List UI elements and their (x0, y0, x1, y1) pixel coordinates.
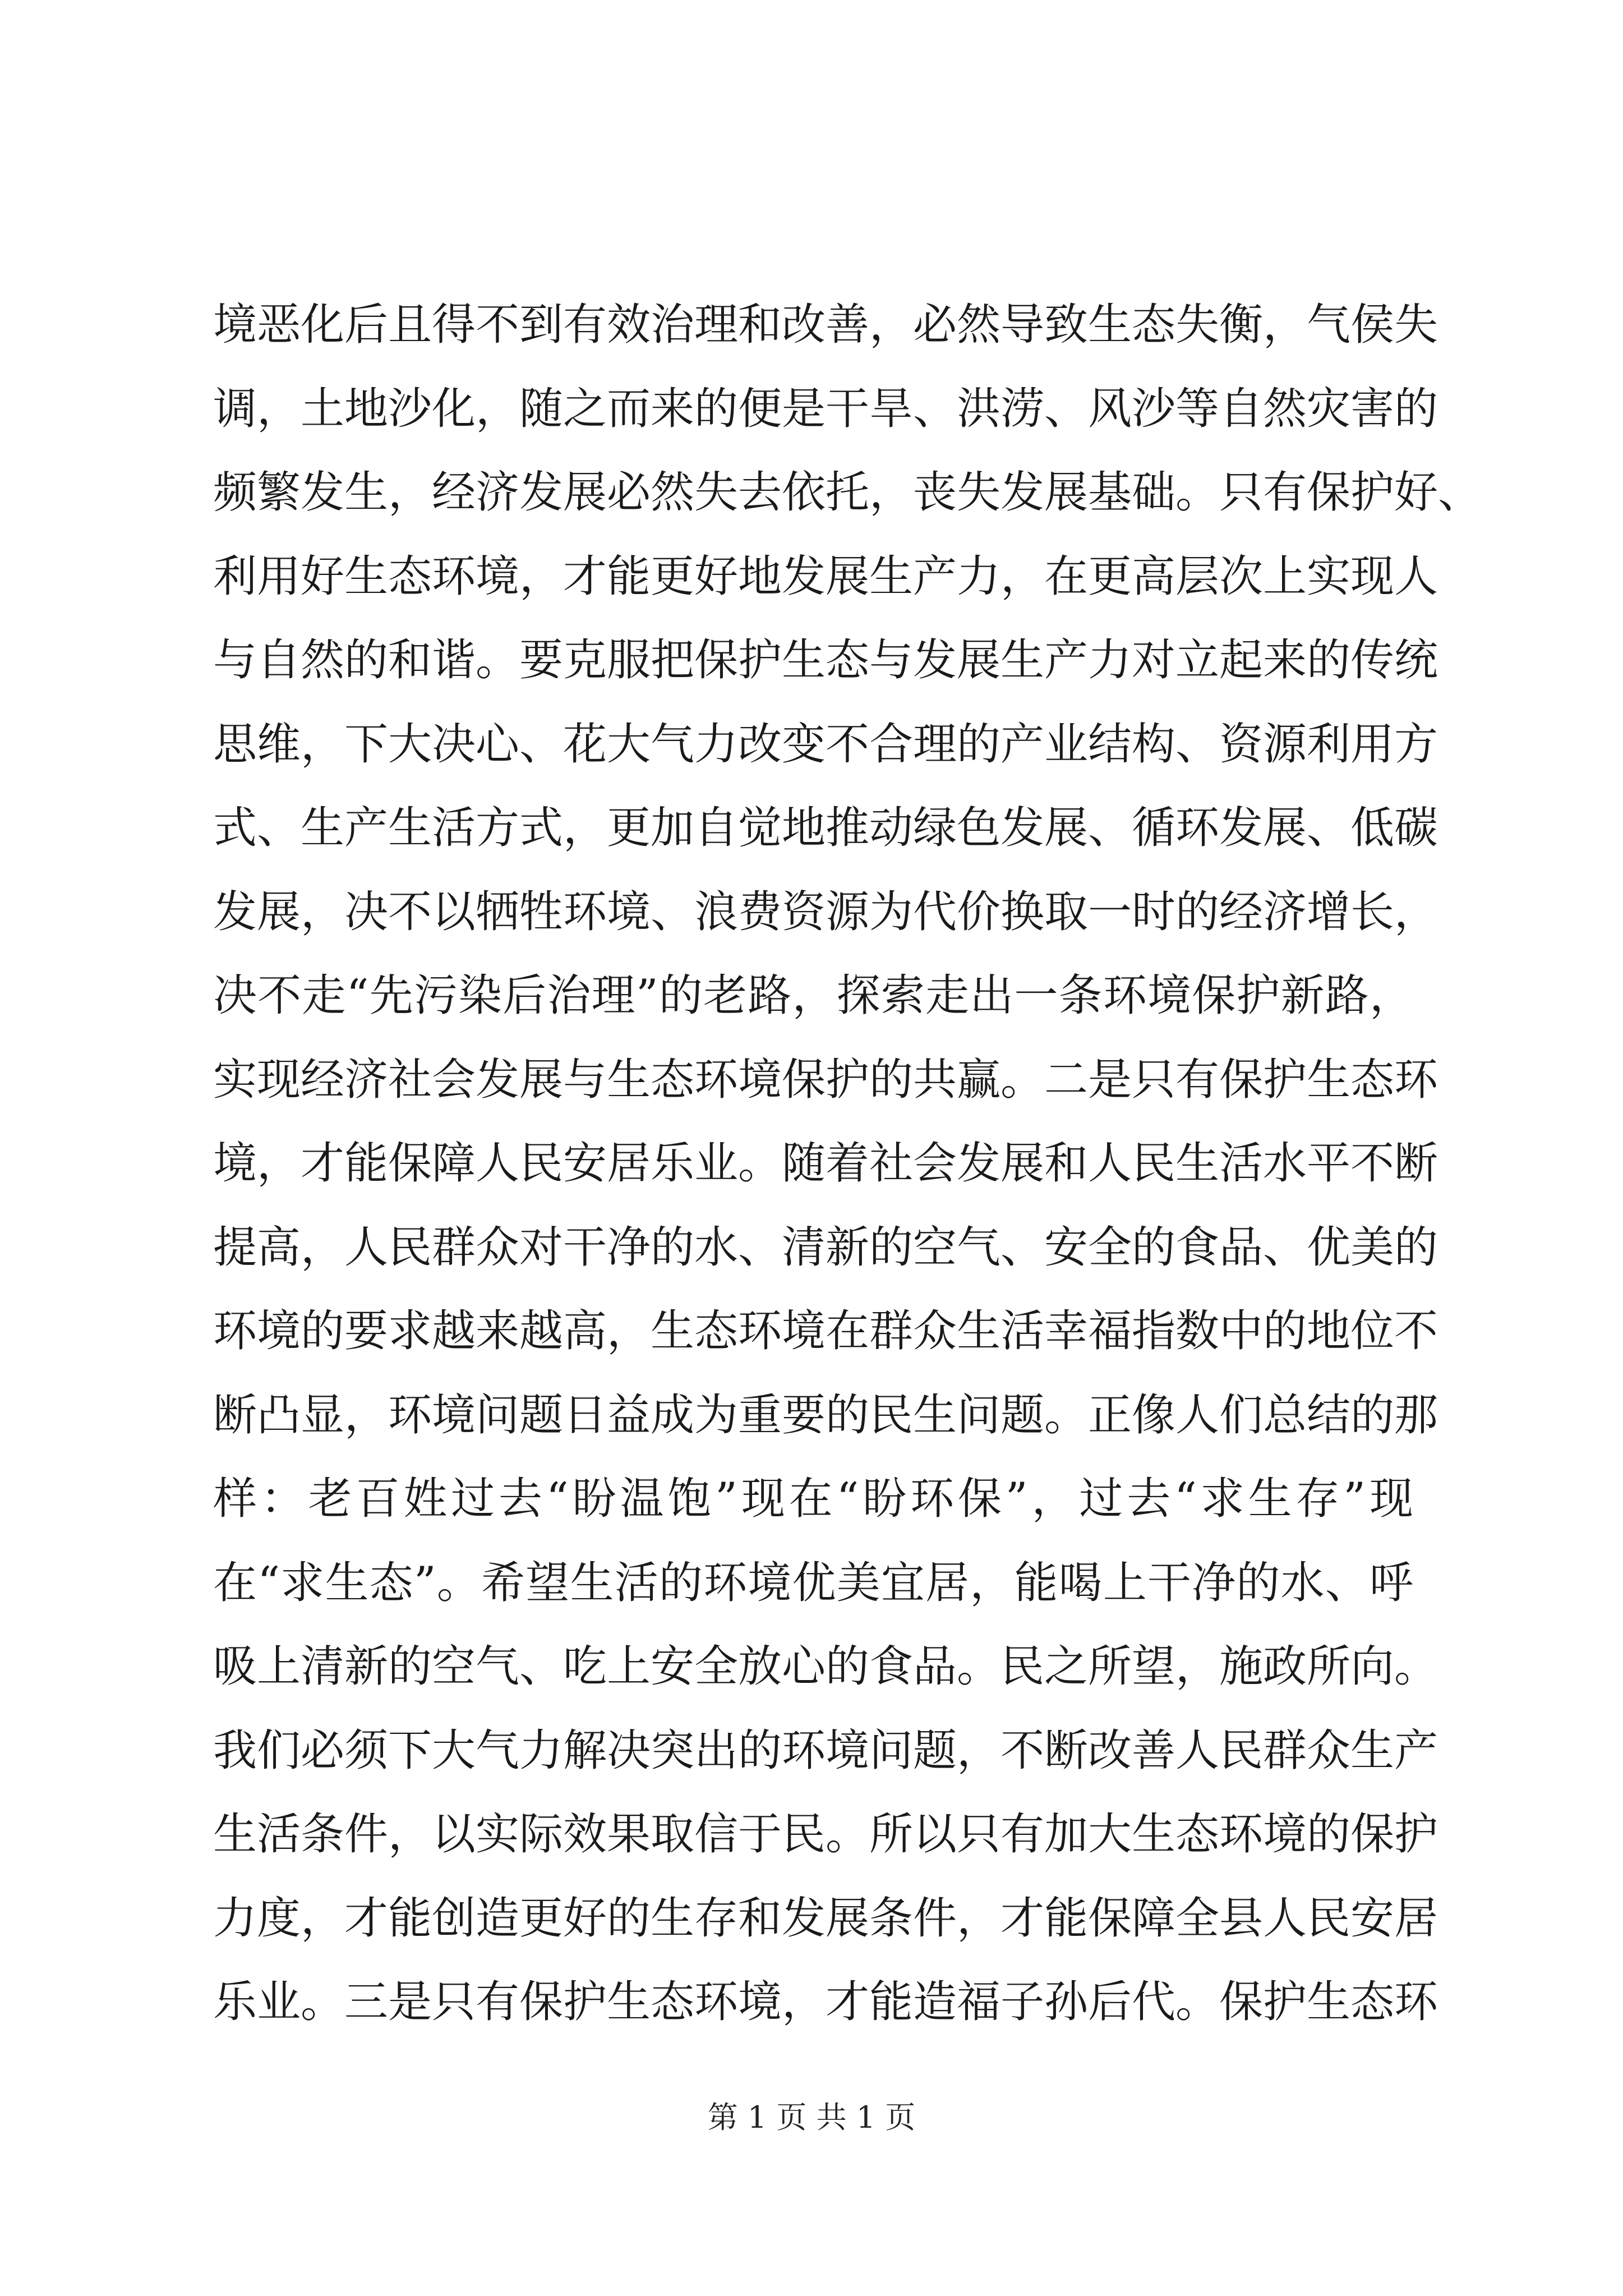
text-line: 思维，下大决心、花大气力改变不合理的产业结构、资源利用方 (213, 719, 1438, 770)
text-line: 利用好生态环境，才能更好地发展生产力，在更高层次上实现人 (213, 551, 1438, 602)
text-line: 式、生产生活方式，更加自觉地推动绿色发展、循环发展、低碳 (213, 803, 1438, 853)
text-line: 吸上清新的空气、吃上安全放心的食品。民之所望，施政所向。 (213, 1641, 1438, 1692)
text-line: 决不走“先污染后治理”的老路，探索走出一条环境保护新路， (213, 970, 1413, 1021)
text-line: 实现经济社会发展与生态环境保护的共赢。二是只有保护生态环 (213, 1054, 1438, 1105)
text-line: 发展，决不以牺牲环境、浪费资源为代价换取一时的经济增长， (213, 886, 1438, 937)
text-line: 频繁发生，经济发展必然失去依托，丧失发展基础。只有保护好、 (213, 467, 1482, 518)
text-line: 样：老百姓过去“盼温饱”现在“盼环保”，过去“求生存”现 (213, 1474, 1413, 1524)
page-number-footer: 第 1 页 共 1 页 (707, 2100, 916, 2135)
text-line: 环境的要求越来越高，生态环境在群众生活幸福指数中的地位不 (213, 1306, 1438, 1356)
text-line: 乐业。三是只有保护生态环境，才能造福子孙后代。保护生态环 (213, 1977, 1438, 2027)
text-line: 境，才能保障人民安居乐业。随着社会发展和人民生活水平不断 (213, 1138, 1438, 1189)
body-text (213, 283, 1482, 2045)
text-line: 提高，人民群众对干净的水、清新的空气、安全的食品、优美的 (213, 1222, 1438, 1273)
text-line: 境恶化后且得不到有效治理和改善，必然导致生态失衡，气侯失 (213, 300, 1438, 350)
text-line: 生活条件，以实际效果取信于民。所以只有加大生态环境的保护 (213, 1809, 1438, 1860)
text-line: 我们必须下大气力解决突出的环境问题，不断改善人民群众生产 (213, 1725, 1438, 1776)
text-line: 力度，才能创造更好的生存和发展条件，才能保障全县人民安居 (213, 1893, 1438, 1944)
text-line: 断凸显，环境问题日益成为重要的民生问题。正像人们总结的那 (213, 1389, 1438, 1441)
text-line: 在“求生态”。希望生活的环境优美宜居，能喝上干净的水、呼 (213, 1557, 1413, 1608)
text-line: 调，土地沙化，随之而来的便是干旱、洪涝、风沙等自然灾害的 (213, 383, 1438, 434)
text-line: 与自然的和谐。要克服把保护生态与发展生产力对立起来的传统 (213, 635, 1438, 685)
